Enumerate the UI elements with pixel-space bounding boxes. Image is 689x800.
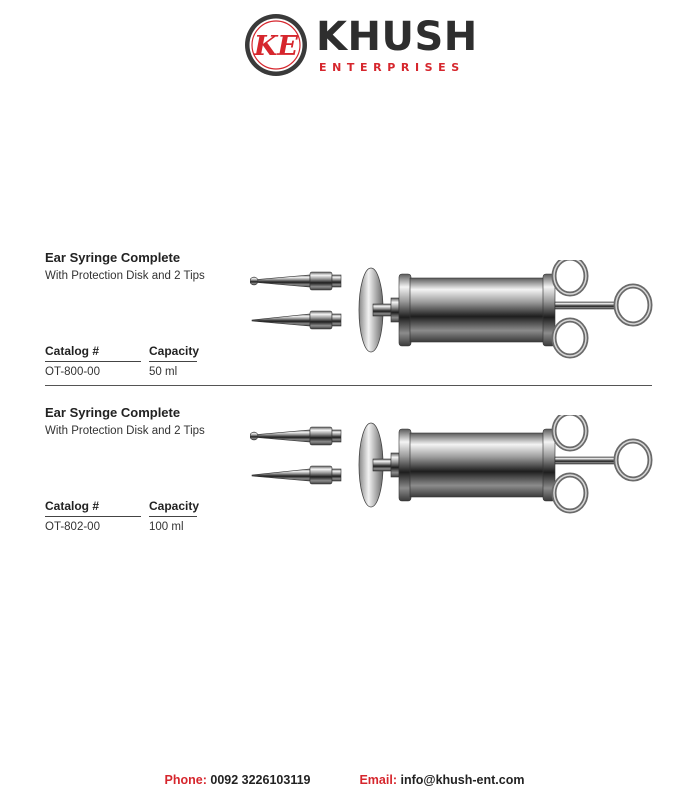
logo-monogram: KE (253, 31, 299, 62)
product-section (45, 250, 655, 380)
capacity-value: 100 ml (149, 521, 184, 533)
capacity-underline (149, 516, 197, 517)
catalog-underline (45, 516, 141, 517)
product-section (45, 405, 655, 535)
protection-disk (359, 423, 391, 507)
product-subtitle: With Protection Disk and 2 Tips (45, 425, 205, 437)
email-address[interactable]: info@khush-ent.com (400, 773, 525, 787)
product-subtitle: With Protection Disk and 2 Tips (45, 270, 205, 282)
product-title: Ear Syringe Complete (45, 405, 181, 420)
capacity-header: Capacity (149, 344, 200, 358)
syringe-tip (250, 272, 341, 290)
catalog-header: Catalog # (45, 344, 100, 358)
phone-label: Phone: (164, 773, 207, 787)
logo-tagline: ENTERPRISES (319, 61, 465, 74)
syringe-tip (250, 427, 341, 445)
phone-number[interactable]: 0092 3226103119 (210, 773, 311, 787)
section-divider (45, 385, 652, 386)
catalog-number: OT-800-00 (45, 366, 100, 378)
ear-syringe-image (250, 415, 655, 515)
syringe-tip (252, 311, 341, 329)
catalog-underline (45, 361, 141, 362)
contact-footer (0, 773, 689, 787)
capacity-value: 50 ml (149, 366, 178, 378)
email-label: Email: (359, 773, 397, 787)
company-logo (243, 12, 478, 80)
logo-wordmark: KHUSH (316, 14, 478, 60)
protection-disk (359, 268, 391, 352)
capacity-underline (149, 361, 197, 362)
capacity-header: Capacity (149, 499, 200, 513)
ke-monogram-badge (243, 12, 309, 78)
catalog-header: Catalog # (45, 499, 100, 513)
product-title: Ear Syringe Complete (45, 250, 181, 265)
ear-syringe-image (250, 260, 655, 360)
syringe-tip (252, 466, 341, 484)
catalog-number: OT-802-00 (45, 521, 100, 533)
